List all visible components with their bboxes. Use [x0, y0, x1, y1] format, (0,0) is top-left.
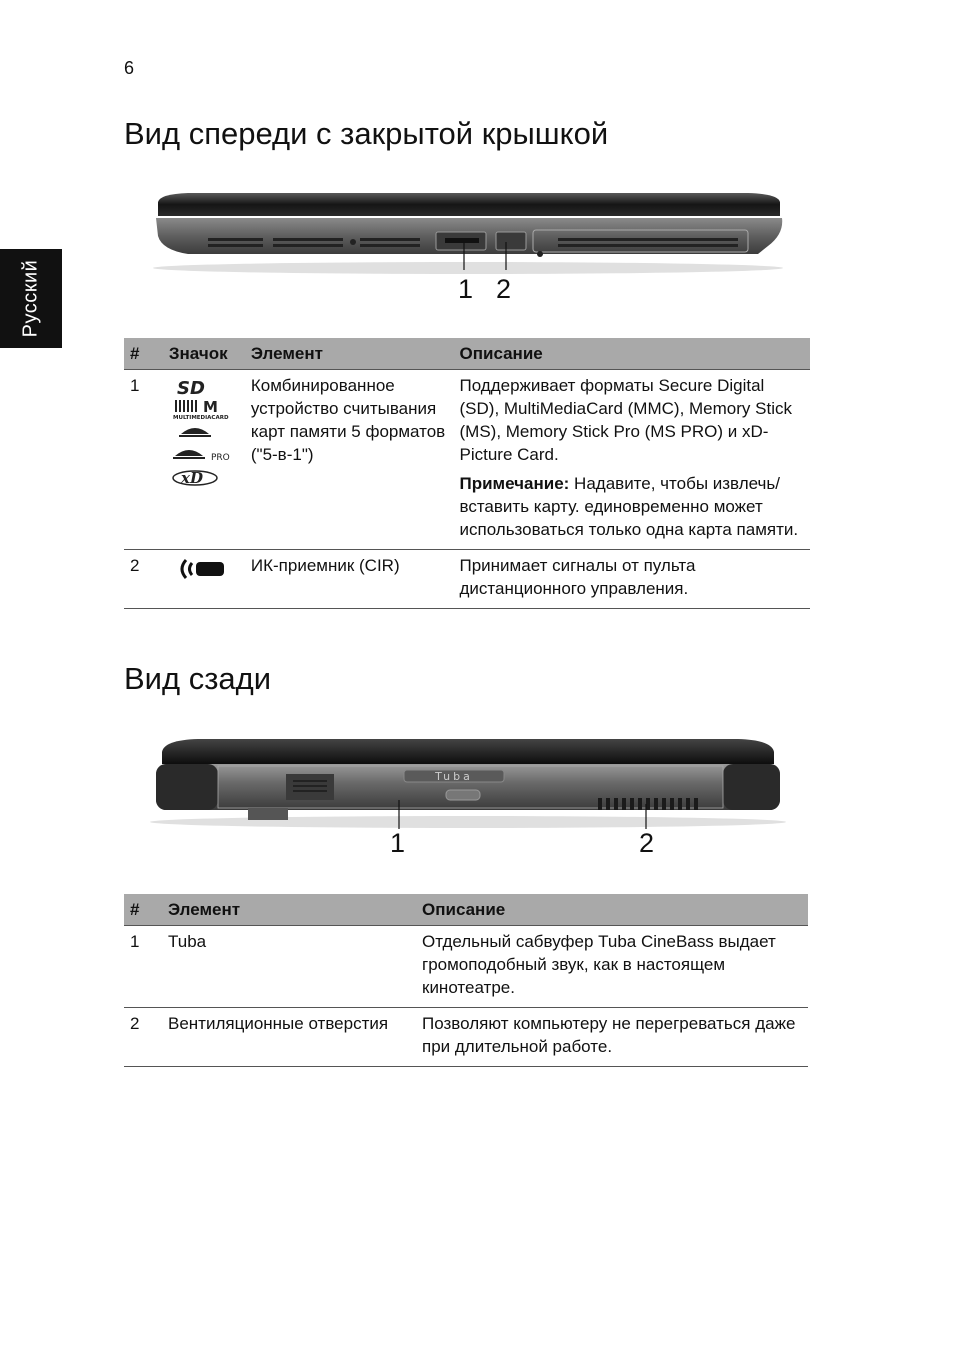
card-format-logos-icon	[169, 374, 239, 486]
table-header-row	[124, 894, 808, 926]
svg-text:xD: xD	[180, 469, 203, 486]
laptop-front-image	[148, 188, 788, 278]
column-header: Описание	[454, 338, 811, 370]
front-components-table	[124, 338, 810, 609]
column-header: Значок	[163, 338, 245, 370]
infrared-receiver-icon	[174, 554, 234, 584]
row-number: 2	[124, 1008, 162, 1067]
front-callout-1: 1	[458, 274, 474, 304]
table-row	[124, 1008, 808, 1067]
rear-components-table	[124, 894, 808, 1067]
row-number: 1	[124, 370, 163, 550]
front-view-title: Вид спереди с закрытой крышкой	[124, 116, 609, 151]
language-side-tab	[0, 249, 62, 348]
element-description	[454, 370, 811, 550]
element-description: Отдельный сабвуфер Tuba CineBass выдает громоподобный звук, как в настоящем кинотеатре.	[416, 926, 808, 1008]
rear-view-title: Вид сзади	[124, 661, 272, 696]
svg-text:SD: SD	[176, 378, 205, 399]
column-header: Элемент	[245, 338, 454, 370]
column-header: #	[124, 894, 162, 926]
element-name: Tuba	[162, 926, 416, 1008]
element-description: Позволяют компьютеру не перегреваться даже при длительной работе.	[416, 1008, 808, 1067]
rear-callout-2: 2	[639, 828, 655, 858]
table-row	[124, 550, 810, 609]
page-number: 6	[124, 58, 135, 78]
column-header: Элемент	[162, 894, 416, 926]
svg-text:MULTIMEDIACARD: MULTIMEDIACARD	[172, 415, 229, 421]
note-text: Надавите, чтобы извлечь/вставить карту. единовременно может использоваться только одна карта памяти.	[459, 474, 799, 539]
front-callout-2: 2	[496, 274, 512, 304]
description-note	[460, 472, 805, 541]
table-row	[124, 370, 810, 550]
note-label: Примечание:	[459, 474, 570, 493]
rear-callout-1: 1	[390, 828, 406, 858]
element-name: ИК-приемник (CIR)	[245, 550, 454, 609]
element-description: Принимает сигналы от пульта дистанционного управления.	[454, 550, 811, 609]
element-name: Комбинированное устройство считывания карт памяти 5 форматов ("5-в-1")	[245, 370, 454, 550]
row-number: 2	[124, 550, 163, 609]
svg-text:M: M	[202, 398, 218, 416]
laptop-rear-image	[148, 734, 788, 834]
element-name: Вентиляционные отверстия	[162, 1008, 416, 1067]
row-number: 1	[124, 926, 162, 1008]
column-header: #	[124, 338, 163, 370]
tuba-logo: Tuba	[435, 770, 473, 783]
description-text: Поддерживает форматы Secure Digital (SD), MultiMediaCard (MMC), Memory Stick (MS), Memory Stick Pro (MS PRO) и xD-Picture Card.	[459, 376, 792, 464]
table-header-row	[124, 338, 810, 370]
svg-text:PRO: PRO	[210, 453, 230, 463]
column-header: Описание	[416, 894, 808, 926]
card-reader-icons	[163, 370, 245, 550]
language-label: Русский	[19, 259, 42, 338]
table-row	[124, 926, 808, 1008]
